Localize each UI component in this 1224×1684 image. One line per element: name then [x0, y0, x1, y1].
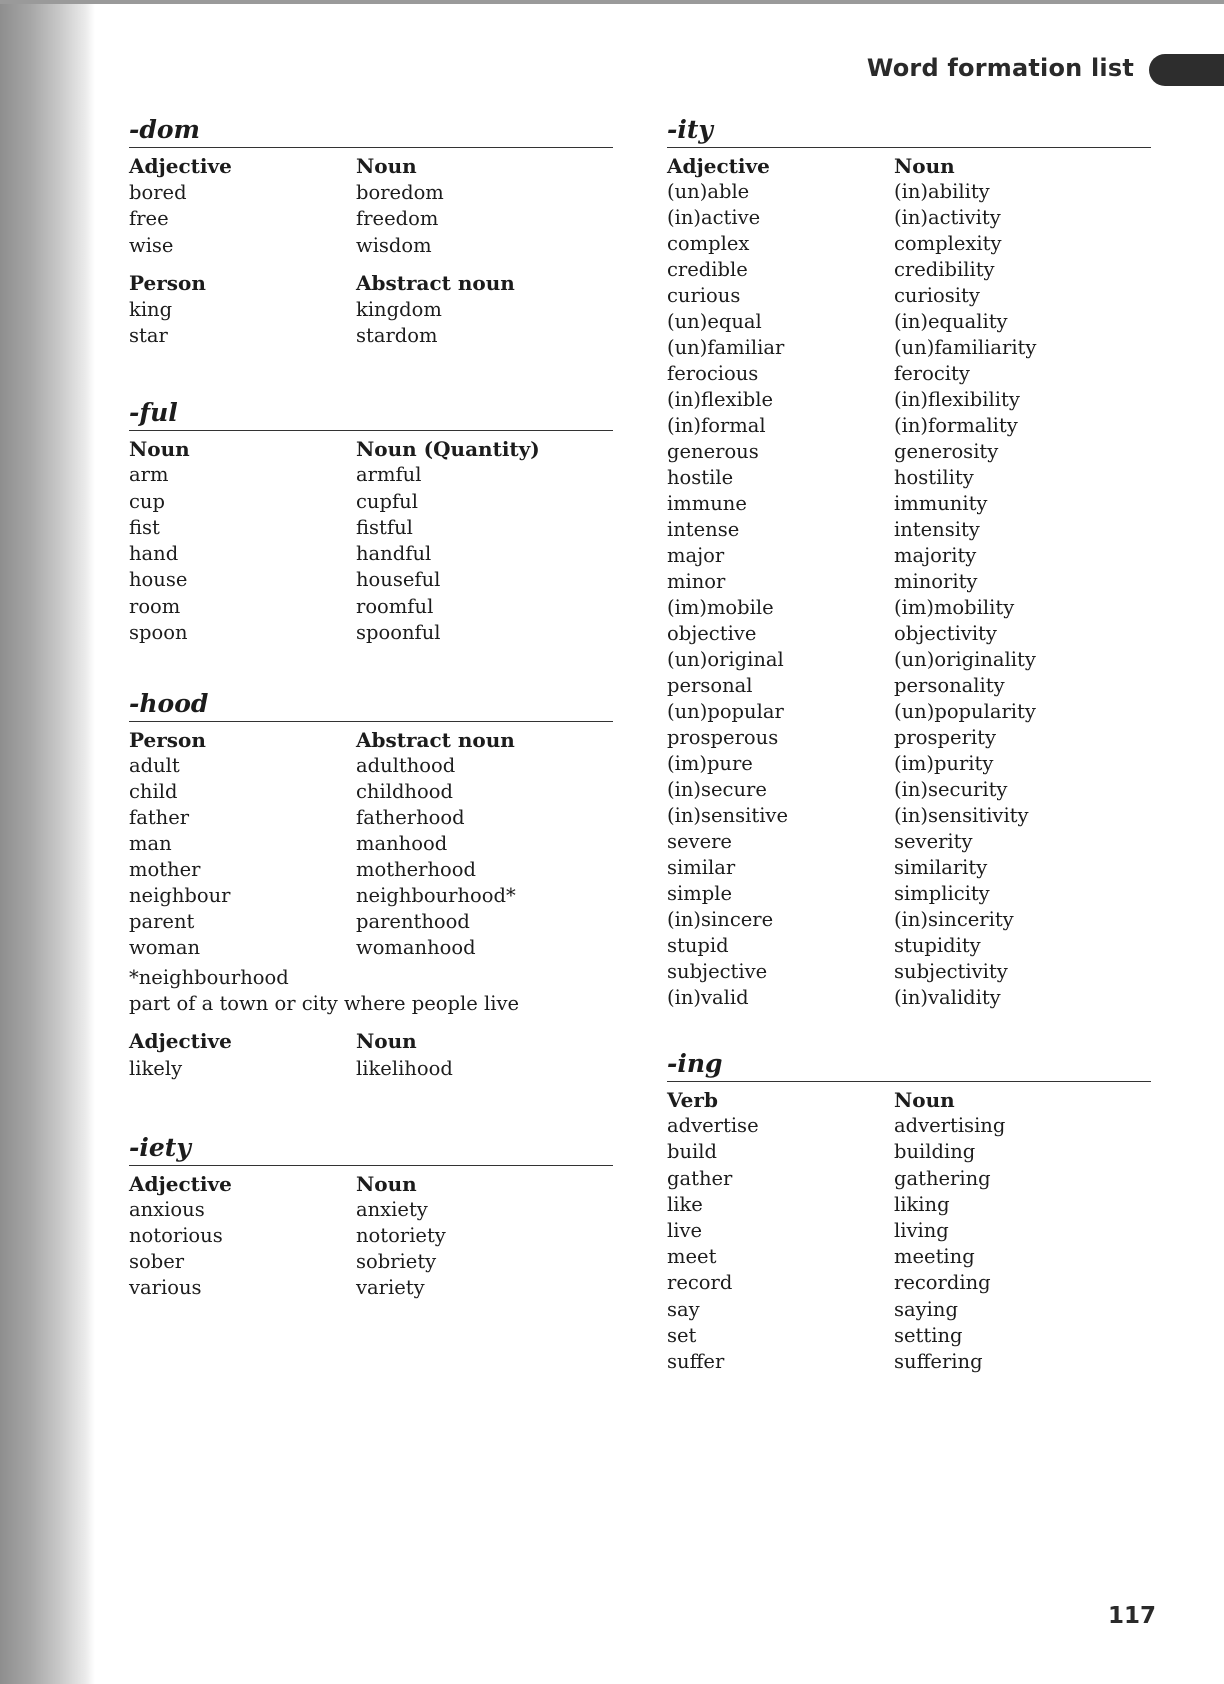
base-word-cell: credible [667, 258, 748, 281]
base-word-cell: sober [129, 1250, 185, 1273]
word-table [129, 1171, 613, 1301]
base-word-cell: king [129, 297, 173, 321]
base-word-cell: various [129, 1276, 202, 1299]
derived-word-cell: hostility [894, 466, 974, 489]
column-header-derived: Noun [356, 154, 417, 178]
derived-word-cell: (in)flexibility [894, 388, 1020, 411]
base-word-cell: father [129, 806, 190, 829]
column-header-derived: Noun (Quantity) [356, 437, 540, 461]
column-header-base: Adjective [129, 154, 232, 178]
derived-word-cell: (un)familiarity [894, 336, 1037, 359]
derived-word-cell: likelihood [356, 1057, 453, 1080]
base-word-cell: complex [667, 232, 750, 255]
base-word-cell: (im)mobile [667, 596, 774, 619]
page-top-edge [0, 0, 1224, 4]
base-word-cell: (un)equal [667, 310, 762, 333]
derived-word-cell: liking [894, 1192, 950, 1216]
base-word-cell: house [129, 568, 188, 592]
base-word-cell: (in)sensitive [667, 804, 788, 827]
derived-word-cell: handful [356, 542, 432, 566]
base-word-cell: woman [129, 936, 201, 959]
derived-word-cell: freedom [356, 207, 439, 230]
base-word-cell: man [129, 832, 172, 855]
base-word-cell: (in)formal [667, 414, 766, 437]
base-word-cell: meet [667, 1245, 717, 1269]
base-word-cell: wise [129, 233, 174, 257]
base-word-cell: objective [667, 622, 757, 645]
derived-word-cell: ferocity [894, 362, 970, 385]
section-ity [667, 114, 1151, 1011]
derived-word-cell: intensity [894, 518, 980, 541]
derived-word-cell: generosity [894, 440, 999, 463]
derived-word-cell: (im)mobility [894, 596, 1015, 619]
base-word-cell: intense [667, 518, 740, 541]
base-word-cell: (in)flexible [667, 388, 774, 411]
base-word-cell: gather [667, 1166, 733, 1190]
base-word-cell: say [667, 1297, 700, 1321]
derived-word-cell: (in)sincerity [894, 908, 1014, 931]
base-word-cell: notorious [129, 1224, 223, 1247]
derived-word-cell: minority [894, 570, 978, 593]
derived-word-cell: parenthood [356, 910, 470, 933]
derived-word-cell: building [894, 1140, 976, 1164]
section-title: -ity [667, 114, 1151, 148]
base-word-cell: neighbour [129, 884, 231, 907]
derived-word-cell: fistful [356, 515, 413, 539]
base-word-cell: mother [129, 858, 201, 881]
base-word-cell: suffer [667, 1350, 725, 1374]
base-word-cell: cup [129, 489, 165, 513]
derived-word-cell: anxiety [356, 1198, 428, 1221]
base-word-cell: similar [667, 856, 736, 879]
derived-word-cell: fatherhood [356, 806, 465, 829]
derived-word-cell: saying [894, 1297, 958, 1321]
derived-word-cell: (in)equality [894, 310, 1008, 333]
section-ful [129, 397, 613, 646]
derived-word-cell: setting [894, 1323, 963, 1347]
section-dom [129, 114, 613, 350]
column-header-base: Noun [129, 437, 190, 461]
base-word-cell: (im)pure [667, 752, 753, 775]
section-iety [129, 1132, 613, 1301]
column-header-base: Adjective [129, 1172, 232, 1196]
derived-word-cell: similarity [894, 856, 988, 879]
base-word-cell: prosperous [667, 726, 779, 749]
base-word-cell: build [667, 1140, 717, 1164]
base-word-cell: parent [129, 910, 195, 933]
derived-word-cell: objectivity [894, 622, 997, 645]
derived-word-cell: spoonful [356, 621, 441, 645]
derived-word-cell: gathering [894, 1166, 991, 1190]
base-word-cell: anxious [129, 1198, 205, 1221]
section-tab-marker [1149, 54, 1224, 86]
base-word-cell: (un)able [667, 180, 750, 203]
base-word-cell: adult [129, 754, 180, 777]
derived-word-cell: (in)validity [894, 986, 1001, 1009]
derived-word-cell: sobriety [356, 1250, 437, 1273]
derived-word-cell: wisdom [356, 233, 432, 257]
base-word-cell: personal [667, 674, 753, 697]
derived-word-cell: suffering [894, 1350, 983, 1374]
column-header-base: Person [129, 728, 206, 752]
footnote-term: *neighbourhood [129, 966, 289, 989]
base-word-cell: star [129, 324, 168, 347]
column-header-derived: Noun [356, 1029, 417, 1053]
base-word-cell: major [667, 544, 725, 567]
derived-word-cell: roomful [356, 594, 434, 618]
base-word-cell: hostile [667, 466, 734, 489]
base-word-cell: subjective [667, 960, 768, 983]
base-word-cell: (un)original [667, 648, 784, 671]
base-word-cell: stupid [667, 934, 729, 957]
derived-word-cell: armful [356, 463, 422, 487]
derived-word-cell: subjectivity [894, 960, 1008, 983]
derived-word-cell: (in)sensitivity [894, 804, 1029, 827]
column-header-base: Adjective [667, 154, 770, 178]
section-hood [129, 688, 613, 1083]
base-word-cell: (in)valid [667, 986, 749, 1009]
derived-word-cell: motherhood [356, 858, 477, 881]
derived-word-cell: (im)purity [894, 752, 994, 775]
base-word-cell: bored [129, 180, 187, 204]
word-table [129, 153, 613, 259]
column-header-base: Verb [667, 1088, 718, 1112]
base-word-cell: severe [667, 830, 732, 853]
derived-word-cell: (in)ability [894, 180, 990, 203]
word-table [129, 270, 613, 350]
derived-word-cell: adulthood [356, 754, 456, 777]
derived-word-cell: simplicity [894, 882, 990, 905]
derived-word-cell: variety [356, 1276, 425, 1299]
derived-word-cell: living [894, 1219, 949, 1243]
derived-word-cell: personality [894, 674, 1005, 697]
derived-word-cell: manhood [356, 832, 448, 855]
base-word-cell: fist [129, 515, 160, 539]
footnote [129, 965, 613, 1017]
derived-word-cell: childhood [356, 780, 453, 803]
column-header-base: Adjective [129, 1029, 232, 1053]
page-number: 117 [1108, 1603, 1157, 1629]
derived-word-cell: (un)originality [894, 648, 1036, 671]
derived-word-cell: (in)security [894, 778, 1008, 801]
section-title: -ing [667, 1048, 1151, 1082]
base-word-cell: hand [129, 542, 179, 566]
base-word-cell: simple [667, 882, 732, 905]
derived-word-cell: neighbourhood* [356, 884, 516, 907]
derived-word-cell: cupful [356, 489, 418, 513]
base-word-cell: minor [667, 570, 726, 593]
derived-word-cell: stupidity [894, 934, 981, 957]
base-word-cell: free [129, 207, 169, 230]
base-word-cell: (in)sincere [667, 908, 774, 931]
column-header-derived: Abstract noun [356, 271, 515, 295]
base-word-cell: live [667, 1219, 703, 1243]
base-word-cell: likely [129, 1057, 183, 1080]
base-word-cell: immune [667, 492, 747, 515]
base-word-cell: generous [667, 440, 759, 463]
base-word-cell: (un)popular [667, 700, 784, 723]
section-title: -hood [129, 688, 613, 722]
column-header-derived: Abstract noun [356, 728, 515, 752]
base-word-cell: record [667, 1271, 733, 1295]
derived-word-cell: severity [894, 830, 973, 853]
footnote-definition: part of a town or city where people live [129, 992, 520, 1015]
base-word-cell: room [129, 594, 181, 618]
base-word-cell: (un)familiar [667, 336, 785, 359]
derived-word-cell: meeting [894, 1245, 975, 1269]
derived-word-cell: curiosity [894, 284, 980, 307]
derived-word-cell: notoriety [356, 1224, 446, 1247]
derived-word-cell: (in)activity [894, 206, 1001, 229]
derived-word-cell: majority [894, 544, 977, 567]
base-word-cell: arm [129, 463, 169, 487]
word-table [667, 153, 1151, 1011]
derived-word-cell: credibility [894, 258, 995, 281]
derived-word-cell: womanhood [356, 936, 476, 959]
section-title: -ful [129, 397, 613, 431]
derived-word-cell: (un)popularity [894, 700, 1036, 723]
derived-word-cell: boredom [356, 180, 444, 204]
base-word-cell: curious [667, 284, 741, 307]
column-header-base: Person [129, 271, 206, 295]
derived-word-cell: immunity [894, 492, 988, 515]
section-ing [667, 1048, 1151, 1375]
derived-word-cell: advertising [894, 1114, 1006, 1138]
base-word-cell: (in)active [667, 206, 761, 229]
word-table [129, 1027, 613, 1083]
word-table [667, 1087, 1151, 1375]
base-word-cell: like [667, 1192, 703, 1216]
derived-word-cell: (in)formality [894, 414, 1018, 437]
column-header-derived: Noun [356, 1172, 417, 1196]
word-table [129, 727, 613, 961]
book-spine-shadow [0, 0, 95, 1684]
column-header-derived: Noun [894, 1088, 955, 1112]
base-word-cell: spoon [129, 621, 188, 645]
base-word-cell: (in)secure [667, 778, 767, 801]
column-header-derived: Noun [894, 154, 955, 178]
derived-word-cell: prosperity [894, 726, 996, 749]
derived-word-cell: kingdom [356, 297, 442, 321]
section-title: -dom [129, 114, 613, 148]
base-word-cell: set [667, 1323, 697, 1347]
derived-word-cell: houseful [356, 568, 441, 592]
word-table [129, 436, 613, 646]
base-word-cell: ferocious [667, 362, 759, 385]
derived-word-cell: stardom [356, 324, 438, 347]
running-head: Word formation list [866, 54, 1134, 82]
section-title: -iety [129, 1132, 613, 1166]
derived-word-cell: recording [894, 1271, 991, 1295]
derived-word-cell: complexity [894, 232, 1002, 255]
base-word-cell: advertise [667, 1114, 759, 1138]
base-word-cell: child [129, 780, 178, 803]
